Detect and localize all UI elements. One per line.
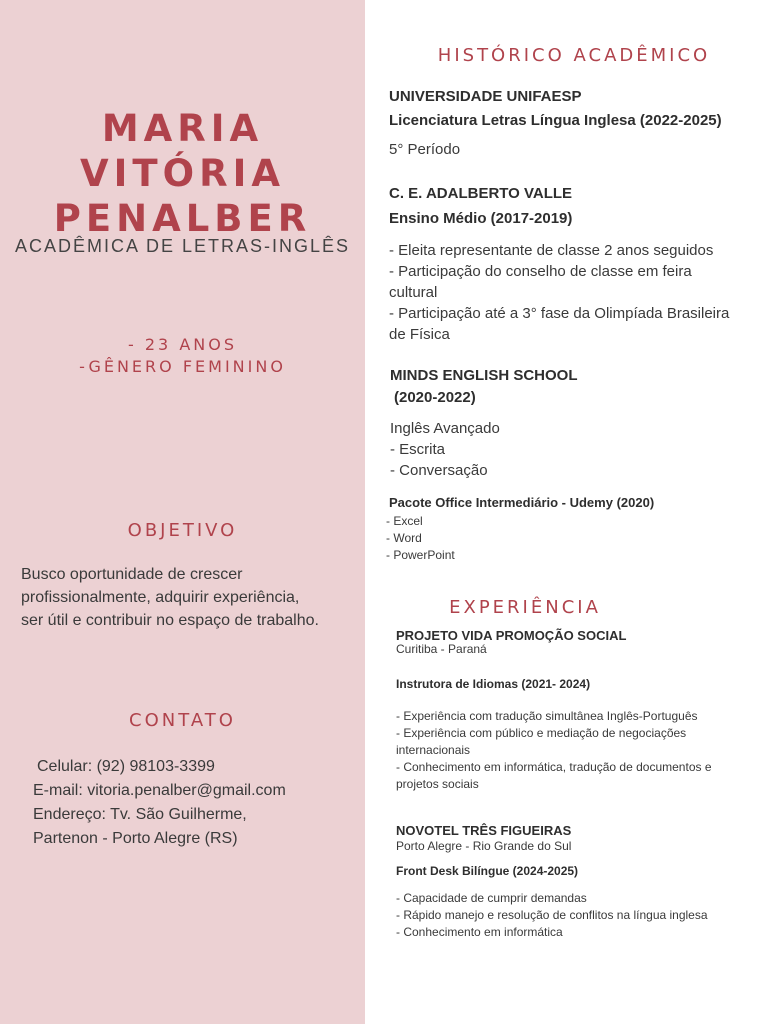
list-item: cultural — [389, 284, 438, 301]
job1-location: Curitiba - Paraná — [396, 642, 487, 656]
list-item: - Conhecimento em informática, tradução de documentos e — [396, 760, 712, 774]
minds-school-name: MINDS ENGLISH SCHOOL — [390, 367, 578, 384]
list-item: Inglês Avançado — [390, 420, 500, 437]
name-line-1: MARIA — [101, 107, 264, 150]
list-item: - Escrita — [390, 441, 446, 458]
list-item: - Conversação — [390, 462, 488, 479]
job1-company: PROJETO VIDA PROMOÇÃO SOCIAL — [396, 628, 627, 643]
minds-school-years: (2020-2022) — [394, 389, 476, 406]
name-line-3: PENALBER — [53, 197, 312, 240]
school-course: Ensino Médio (2017-2019) — [389, 210, 573, 227]
university-name: UNIVERSIDADE UNIFAESP — [389, 88, 582, 105]
objective-line: ser útil e contribuir no espaço de trabalho. — [21, 612, 319, 629]
job2-role: Front Desk Bilíngue (2024-2025) — [396, 864, 579, 878]
job1-items — [396, 708, 712, 793]
minds-items — [390, 418, 500, 481]
job2-company: NOVOTEL TRÊS FIGUEIRAS — [396, 823, 572, 838]
office-items — [386, 513, 455, 564]
list-item: - Eleita representante de classe 2 anos seguidos — [389, 242, 714, 259]
school-items — [389, 240, 729, 345]
contact-email: E-mail: vitoria.penalber@gmail.com — [33, 782, 286, 799]
objective-line: Busco oportunidade de crescer — [21, 566, 243, 583]
list-item: de Física — [389, 326, 450, 343]
list-item: - Participação até a 3° fase da Olimpíada Brasileira — [389, 305, 730, 322]
profile-gender: -GÊNERO FEMININO — [79, 357, 286, 376]
list-item: - Rápido manejo e resolução de conflitos na língua inglesa — [396, 908, 708, 922]
contact-phone: Celular: (92) 98103-3399 — [37, 758, 215, 775]
list-item: - Participação do conselho de classe em feira — [389, 263, 692, 280]
list-item: - Experiência com público e mediação de negociações — [396, 726, 687, 740]
education-heading: HISTÓRICO ACADÊMICO — [437, 45, 711, 66]
name-line-2: VITÓRIA — [80, 152, 285, 195]
job1-role: Instrutora de Idiomas (2021- 2024) — [396, 677, 591, 691]
list-item: - PowerPoint — [386, 548, 455, 562]
university-period: 5° Período — [389, 141, 461, 158]
list-item: - Experiência com tradução simultânea Inglês-Português — [396, 709, 698, 723]
job2-location: Porto Alegre - Rio Grande do Sul — [396, 839, 572, 853]
school-name: C. E. ADALBERTO VALLE — [389, 185, 573, 202]
university-course: Licenciatura Letras Língua Inglesa (2022-2025) — [389, 112, 722, 129]
contact-address-2: Partenon - Porto Alegre (RS) — [33, 830, 238, 847]
list-item: - Excel — [386, 514, 423, 528]
list-item: internacionais — [396, 743, 471, 757]
list-item: - Word — [386, 531, 422, 545]
objective-line: profissionalmente, adquirir experiência, — [21, 589, 300, 606]
job2-items — [396, 890, 708, 941]
profile-age: - 23 ANOS — [128, 335, 237, 354]
objective-text — [21, 563, 319, 632]
experience-heading: EXPERIÊNCIA — [449, 597, 601, 618]
office-course-title: Pacote Office Intermediário - Udemy (2020) — [389, 495, 655, 510]
contact-heading: CONTATO — [129, 710, 236, 731]
profile-title: ACADÊMICA DE LETRAS-INGLÊS — [14, 236, 351, 256]
contact-address-1: Endereço: Tv. São Guilherme, — [33, 806, 247, 823]
list-item: - Capacidade de cumprir demandas — [396, 891, 587, 905]
list-item: - Conhecimento em informática — [396, 925, 563, 939]
objective-heading: OBJETIVO — [127, 520, 238, 541]
list-item: projetos sociais — [396, 777, 479, 791]
